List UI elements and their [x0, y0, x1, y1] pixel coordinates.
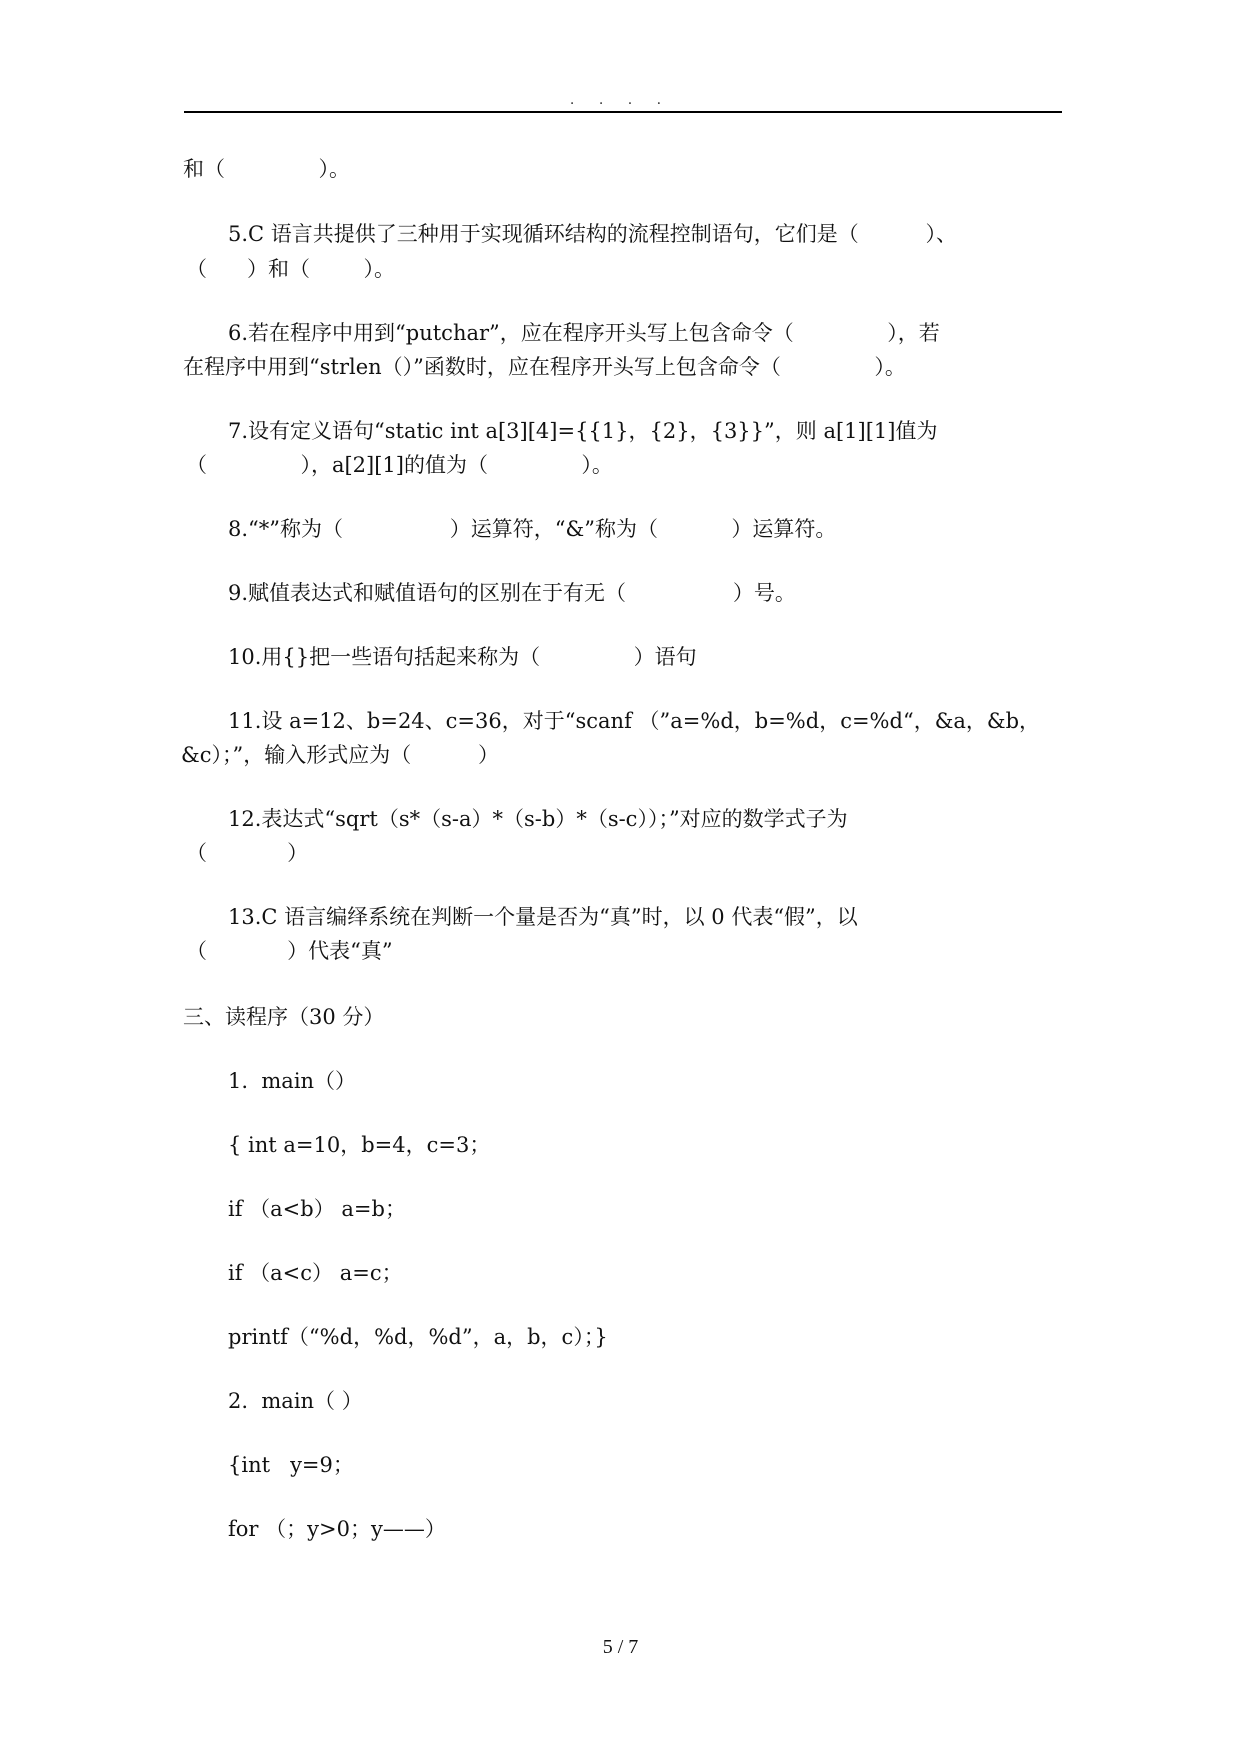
program-1-declaration: { int a=10，b=4，c=3； — [228, 1133, 491, 1157]
question-7-line-1: 7.设有定义语句“static int a[3][4]={{1}，{2}，{3}}”，则 a[1][1]值为 — [228, 419, 938, 443]
question-11-line-1: 11.设 a=12、b=24、c=36，对于“scanf （”a=%d，b=%d，c=%d“，&a，&b， — [228, 709, 1041, 733]
program-1-if-c: if （a<c） a=c； — [228, 1261, 403, 1285]
question-12-line-1: 12.表达式“sqrt（s*（s-a）*（s-b）*（s-c））；”对应的数学式子为 — [228, 807, 848, 831]
question-5-line-2: （ ）和（ ）。 — [186, 257, 395, 281]
question-13-line-1: 13.C 语言编绎系统在判断一个量是否为“真”时，以 0 代表“假”，以 — [228, 905, 858, 929]
program-1-printf: printf（“%d，%d，%d”，a，b，c）；} — [228, 1325, 608, 1349]
header-dots: . . . . — [569, 92, 672, 108]
question-5-line-1: 5.C 语言共提供了三种用于实现循环结构的流程控制语句，它们是（ ）、 — [228, 222, 958, 246]
question-10: 10.用{}把一些语句括起来称为（ ）语句 — [228, 645, 697, 669]
question-12-line-2: （ ） — [186, 841, 309, 865]
program-2-for-loop: for （；y>0；y——） — [228, 1517, 446, 1541]
question-11-line-2: &c）；”，输入形式应为（ ） — [181, 743, 499, 767]
program-2-declaration: {int y=9； — [228, 1453, 354, 1477]
question-8: 8.“*”称为（ ）运算符，“&”称为（ ）运算符。 — [228, 517, 837, 541]
program-2-main: 2. main（ ） — [228, 1389, 363, 1413]
question-6-line-2: 在程序中用到“strlen（）”函数时，应在程序开头写上包含命令（ ）。 — [183, 355, 906, 379]
page-number: 5 / 7 — [602, 1636, 639, 1658]
section-3-heading: 三、读程序（30 分） — [183, 1005, 385, 1029]
question-7-line-2: （ ），a[2][1]的值为（ ）。 — [186, 453, 613, 477]
program-1-main: 1. main（） — [228, 1069, 357, 1093]
question-9: 9.赋值表达式和赋值语句的区别在于有无（ ）号。 — [228, 581, 796, 605]
question-6-line-1: 6.若在程序中用到“putchar”，应在程序开头写上包含命令（ ），若 — [228, 321, 940, 345]
question-4-continuation: 和（ ）。 — [183, 157, 350, 181]
header-rule — [184, 111, 1062, 113]
program-1-if-b: if （a<b） a=b； — [228, 1197, 406, 1221]
question-13-line-2: （ ）代表“真” — [186, 939, 393, 963]
